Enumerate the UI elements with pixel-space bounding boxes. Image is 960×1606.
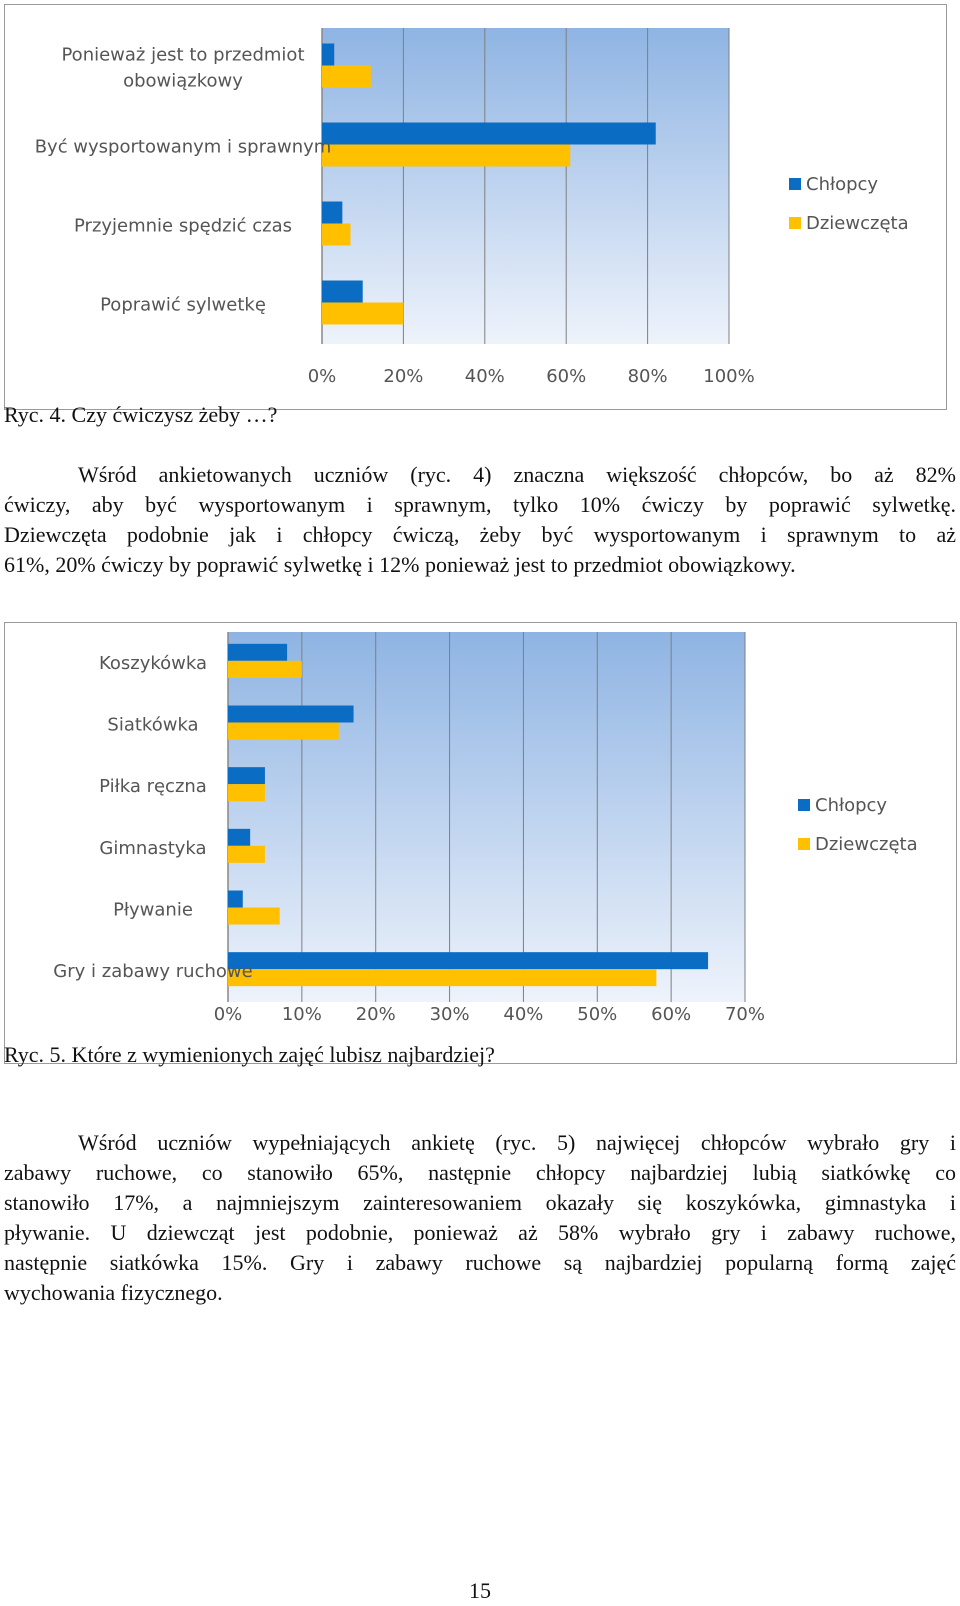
paragraph-2-line: pływanie. U dziewcząt jest podobnie, ponieważ aż 58% wybrało gry i zabawy ruchowe, — [4, 1220, 956, 1245]
bar-boys — [228, 706, 354, 723]
category-label: Gimnastyka — [99, 837, 207, 859]
bar-boys — [228, 829, 250, 846]
category-label: Piłka ręczna — [99, 776, 207, 798]
paragraph-2-line: wychowania fizycznego. — [4, 1280, 223, 1305]
bar-girls — [228, 846, 265, 863]
page-number: 15 — [469, 1578, 491, 1603]
bar-boys — [228, 767, 265, 784]
paragraph-2-line: Wśród uczniów wypełniających ankietę (ryc. 5) najwięcej chłopców wybrało gry i — [78, 1130, 956, 1155]
bar-girls — [228, 908, 280, 925]
x-tick-label: 20% — [355, 1004, 396, 1025]
bar-boys — [228, 952, 708, 969]
caption-fig5: Ryc. 5. Które z wymienionych zajęć lubisz najbardziej? — [4, 1042, 495, 1067]
x-tick-label: 60% — [651, 1004, 692, 1025]
plot-area — [228, 632, 745, 1002]
paragraph-1-line: Dziewczęta podobnie jak i chłopcy ćwiczą, żeby być wysportowanym i sprawnym to aż — [4, 522, 956, 547]
x-tick-label: 0% — [307, 366, 337, 387]
caption-fig4: Ryc. 4. Czy ćwiczysz żeby …? — [4, 402, 278, 427]
legend-label: Dziewczęta — [815, 834, 918, 855]
x-tick-label: 60% — [546, 366, 587, 387]
paragraph-1-line: 61%, 20% ćwiczy by poprawić sylwetkę i 12% ponieważ jest to przedmiot obowiązkowy. — [4, 552, 796, 577]
paragraph-1-line: ćwiczy, aby być wysportowanym i sprawnym, tylko 10% ćwiczy by poprawić sylwetkę. — [4, 492, 956, 517]
x-tick-label: 10% — [281, 1004, 322, 1025]
x-tick-label: 40% — [464, 366, 505, 387]
paragraph-2 — [4, 1128, 956, 1308]
x-tick-label: 100% — [703, 366, 755, 387]
x-tick-label: 40% — [503, 1004, 544, 1025]
category-label: Przyjemnie spędzić czas — [74, 215, 292, 237]
legend-label: Chłopcy — [806, 174, 879, 195]
category-label: Poprawić sylwetkę — [100, 294, 266, 316]
x-tick-label: 80% — [627, 366, 668, 387]
paragraph-2-line: zabawy ruchowe, co stanowiło 65%, następnie chłopcy najbardziej lubią siatkówkę co — [4, 1160, 956, 1185]
category-label: Pływanie — [113, 899, 193, 921]
category-label: Ponieważ jest to przedmiot — [61, 44, 305, 66]
x-tick-label: 20% — [383, 366, 424, 387]
bar-girls — [228, 723, 339, 740]
x-tick-label: 50% — [577, 1004, 618, 1025]
bar-girls — [228, 784, 265, 801]
category-label: Być wysportowanym i sprawnym — [34, 136, 332, 158]
paragraph-2-line: następnie siatkówka 15%. Gry i zabawy ruchowe są najbardziej popularną formą zajęć — [4, 1250, 956, 1275]
legend-swatch — [798, 838, 810, 850]
category-label: Koszykówka — [98, 652, 208, 674]
bar-boys — [228, 644, 287, 661]
category-label: obowiązkowy — [123, 70, 243, 92]
paragraph-1-line: Wśród ankietowanych uczniów (ryc. 4) znaczna większość chłopców, bo aż 82% — [78, 462, 956, 487]
x-tick-label: 70% — [724, 1004, 766, 1025]
legend-label: Chłopcy — [815, 795, 888, 816]
bar-boys — [228, 891, 243, 908]
category-label: Siatkówka — [107, 714, 199, 736]
x-tick-label: 30% — [429, 1004, 470, 1025]
paragraph-2-line: stanowiło 17%, a najmniejszym zainteresowaniem okazały się koszykówka, gimnastyka i — [4, 1190, 956, 1215]
legend-label: Dziewczęta — [806, 213, 909, 234]
x-tick-label: 0% — [213, 1004, 243, 1025]
legend-swatch — [798, 799, 810, 811]
bar-girls — [228, 661, 302, 678]
category-label: Gry i zabawy ruchowe — [53, 961, 253, 983]
bar-girls — [228, 969, 656, 986]
